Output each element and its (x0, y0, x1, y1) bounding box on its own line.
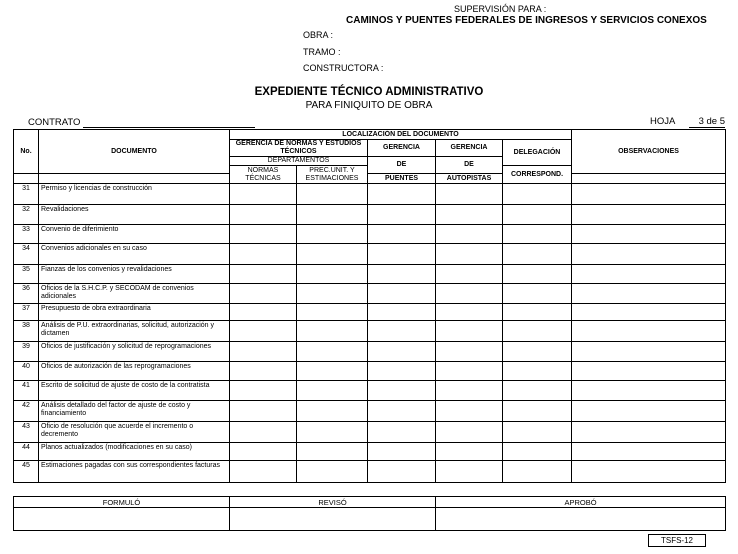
table-row (14, 205, 726, 225)
cell-puentes[interactable] (368, 265, 436, 284)
cell-delegacion[interactable] (503, 225, 572, 244)
cell-prec-unit[interactable] (297, 265, 368, 284)
cell-puentes[interactable] (368, 362, 436, 381)
row-number: 35 (14, 265, 39, 284)
cell-delegacion[interactable] (503, 265, 572, 284)
documents-table (13, 129, 726, 483)
header-de-2: DE (436, 157, 503, 174)
row-number: 45 (14, 461, 39, 483)
row-number: 44 (14, 443, 39, 461)
cell-observaciones[interactable] (572, 381, 726, 401)
cell-observaciones[interactable] (572, 304, 726, 321)
row-number: 33 (14, 225, 39, 244)
table-row (14, 304, 726, 321)
cell-puentes[interactable] (368, 422, 436, 443)
cell-autopistas[interactable] (436, 304, 503, 321)
table-row (14, 225, 726, 244)
table-row (14, 381, 726, 401)
table-row (14, 422, 726, 443)
row-document: Análisis de P.U. extraordinarias, solicitud, autorización y dictamen (39, 321, 230, 342)
cell-puentes[interactable] (368, 244, 436, 265)
cell-puentes[interactable] (368, 304, 436, 321)
cell-prec-unit[interactable] (297, 362, 368, 381)
row-number: 43 (14, 422, 39, 443)
formulo-label: FORMULÓ (14, 497, 230, 508)
cell-prec-unit[interactable] (297, 422, 368, 443)
tramo-label: TRAMO : (303, 47, 341, 57)
table-row (14, 265, 726, 284)
cell-autopistas[interactable] (436, 321, 503, 342)
signatures-table (13, 496, 726, 531)
header-autopistas: AUTOPISTAS (436, 174, 503, 184)
cell-prec-unit[interactable] (297, 342, 368, 362)
cell-autopistas[interactable] (436, 244, 503, 265)
cell-observaciones[interactable] (572, 342, 726, 362)
cell-autopistas[interactable] (436, 381, 503, 401)
hoja-value: 3 de 5 (689, 116, 725, 128)
row-number: 42 (14, 401, 39, 422)
cell-autopistas[interactable] (436, 401, 503, 422)
cell-puentes[interactable] (368, 184, 436, 205)
row-document: Oficios de autorización de las reprogramaciones (39, 362, 230, 381)
table-row (14, 362, 726, 381)
cell-normas-tecnicas[interactable] (230, 265, 297, 284)
cell-delegacion[interactable] (503, 342, 572, 362)
row-document: Fianzas de los convenios y revalidaciones (39, 265, 230, 284)
cell-delegacion[interactable] (503, 321, 572, 342)
cell-delegacion[interactable] (503, 184, 572, 205)
row-document: Convenio de diferimiento (39, 225, 230, 244)
header-gerencia-normas: GERENCIA DE NORMAS Y ESTUDIOS TÉCNICOS (230, 140, 368, 157)
cell-puentes[interactable] (368, 342, 436, 362)
cell-normas-tecnicas[interactable] (230, 401, 297, 422)
row-document: Convenios adicionales en su caso (39, 244, 230, 265)
cell-normas-tecnicas[interactable] (230, 342, 297, 362)
table-row (14, 284, 726, 304)
cell-prec-unit[interactable] (297, 401, 368, 422)
row-number: 34 (14, 244, 39, 265)
page-title: EXPEDIENTE TÉCNICO ADMINISTRATIVO (254, 86, 484, 98)
obra-label: OBRA : (303, 30, 334, 40)
page-subtitle: PARA FINIQUITO DE OBRA (305, 100, 433, 111)
cell-autopistas[interactable] (436, 422, 503, 443)
org-name: CAMINOS Y PUENTES FEDERALES DE INGRESOS Y SERVICIOS CONEXOS (346, 15, 707, 26)
cell-normas-tecnicas[interactable] (230, 321, 297, 342)
header-observaciones: OBSERVACIONES (572, 130, 726, 174)
cell-autopistas[interactable] (436, 265, 503, 284)
cell-prec-unit[interactable] (297, 461, 368, 483)
cell-puentes[interactable] (368, 401, 436, 422)
header-de-1: DE (368, 157, 436, 174)
cell-prec-unit[interactable] (297, 184, 368, 205)
cell-autopistas[interactable] (436, 362, 503, 381)
table-row (14, 443, 726, 461)
table-row (14, 342, 726, 362)
row-document: Oficios de justificación y solicitud de reprogramaciones (39, 342, 230, 362)
cell-delegacion[interactable] (503, 422, 572, 443)
cell-observaciones[interactable] (572, 321, 726, 342)
cell-normas-tecnicas[interactable] (230, 225, 297, 244)
header-correspond: CORRESPOND. (503, 166, 572, 184)
cell-puentes[interactable] (368, 205, 436, 225)
row-document: Escrito de solicitud de ajuste de costo de la contratista (39, 381, 230, 401)
cell-observaciones[interactable] (572, 284, 726, 304)
contrato-field[interactable] (83, 127, 255, 128)
cell-delegacion[interactable] (503, 401, 572, 422)
header-localizacion: LOCALIZACIÓN DEL DOCUMENTO (230, 130, 572, 140)
cell-observaciones[interactable] (572, 265, 726, 284)
cell-normas-tecnicas[interactable] (230, 184, 297, 205)
cell-normas-tecnicas[interactable] (230, 422, 297, 443)
cell-normas-tecnicas[interactable] (230, 381, 297, 401)
table-row (14, 401, 726, 422)
row-document: Planos actualizados (modificaciones en su caso) (39, 443, 230, 461)
cell-prec-unit[interactable] (297, 381, 368, 401)
header-departamentos: DEPARTAMENTOS (230, 157, 368, 166)
header-prec-unit: PREC.UNIT. Y ESTIMACIONES (297, 166, 368, 184)
table-row (14, 244, 726, 265)
header-puentes: PUENTES (368, 174, 436, 184)
header-gerencia-2: GERENCIA (436, 140, 503, 157)
row-number: 36 (14, 284, 39, 304)
cell-delegacion[interactable] (503, 284, 572, 304)
reviso-signature-field[interactable] (230, 508, 436, 531)
cell-delegacion[interactable] (503, 461, 572, 483)
cell-puentes[interactable] (368, 225, 436, 244)
cell-delegacion[interactable] (503, 244, 572, 265)
cell-delegacion[interactable] (503, 304, 572, 321)
cell-observaciones[interactable] (572, 461, 726, 483)
table-row (14, 461, 726, 483)
cell-autopistas[interactable] (436, 225, 503, 244)
cell-puentes[interactable] (368, 381, 436, 401)
cell-prec-unit[interactable] (297, 321, 368, 342)
row-number: 39 (14, 342, 39, 362)
aprobo-label: APROBÓ (436, 497, 726, 508)
cell-observaciones[interactable] (572, 184, 726, 205)
row-number: 38 (14, 321, 39, 342)
cell-prec-unit[interactable] (297, 225, 368, 244)
table-row (14, 321, 726, 342)
row-number: 40 (14, 362, 39, 381)
cell-normas-tecnicas[interactable] (230, 304, 297, 321)
supervision-label: SUPERVISIÓN PARA : (454, 4, 547, 14)
cell-observaciones[interactable] (572, 205, 726, 225)
hoja-label: HOJA (650, 116, 676, 127)
cell-normas-tecnicas[interactable] (230, 244, 297, 265)
cell-normas-tecnicas[interactable] (230, 284, 297, 304)
row-document: Estimaciones pagadas con sus correspondientes facturas (39, 461, 230, 483)
form-code: TSFS-12 (648, 534, 706, 547)
cell-delegacion[interactable] (503, 443, 572, 461)
cell-delegacion[interactable] (503, 205, 572, 225)
row-number: 41 (14, 381, 39, 401)
cell-prec-unit[interactable] (297, 443, 368, 461)
cell-observaciones[interactable] (572, 225, 726, 244)
cell-normas-tecnicas[interactable] (230, 443, 297, 461)
row-document: Presupuesto de obra extraordinaria (39, 304, 230, 321)
cell-observaciones[interactable] (572, 362, 726, 381)
cell-observaciones[interactable] (572, 244, 726, 265)
cell-normas-tecnicas[interactable] (230, 362, 297, 381)
cell-prec-unit[interactable] (297, 244, 368, 265)
row-number: 32 (14, 205, 39, 225)
header-no: No. (14, 130, 39, 174)
cell-observaciones[interactable] (572, 443, 726, 461)
row-number: 37 (14, 304, 39, 321)
cell-prec-unit[interactable] (297, 284, 368, 304)
aprobo-signature-field[interactable] (436, 508, 726, 531)
cell-prec-unit[interactable] (297, 205, 368, 225)
cell-puentes[interactable] (368, 461, 436, 483)
contrato-label: CONTRATO (28, 117, 81, 128)
row-document: Oficios de la S.H.C.P. y SECODAM de convenios adicionales (39, 284, 230, 304)
cell-autopistas[interactable] (436, 443, 503, 461)
row-document: Permiso y licencias de construcción (39, 184, 230, 205)
cell-puentes[interactable] (368, 321, 436, 342)
cell-puentes[interactable] (368, 443, 436, 461)
formulo-signature-field[interactable] (14, 508, 230, 531)
cell-delegacion[interactable] (503, 381, 572, 401)
reviso-label: REVISÓ (230, 497, 436, 508)
constructora-label: CONSTRUCTORA : (303, 63, 384, 73)
header-gerencia-1: GERENCIA (368, 140, 436, 157)
row-document: Oficio de resolución que acuerde el incremento o decremento (39, 422, 230, 443)
table-row (14, 184, 726, 205)
cell-prec-unit[interactable] (297, 304, 368, 321)
header-normas-tecnicas: NORMAS TÉCNICAS (230, 166, 297, 184)
cell-normas-tecnicas[interactable] (230, 461, 297, 483)
row-document: Revalidaciones (39, 205, 230, 225)
header-delegacion: DELEGACIÓN (503, 140, 572, 166)
cell-autopistas[interactable] (436, 461, 503, 483)
cell-autopistas[interactable] (436, 205, 503, 225)
cell-delegacion[interactable] (503, 362, 572, 381)
header-documento: DOCUMENTO (39, 130, 230, 174)
cell-puentes[interactable] (368, 284, 436, 304)
row-number: 31 (14, 184, 39, 205)
cell-autopistas[interactable] (436, 342, 503, 362)
cell-observaciones[interactable] (572, 422, 726, 443)
row-document: Análisis detallado del factor de ajuste de costo y financiamiento (39, 401, 230, 422)
cell-normas-tecnicas[interactable] (230, 205, 297, 225)
cell-autopistas[interactable] (436, 184, 503, 205)
cell-autopistas[interactable] (436, 284, 503, 304)
cell-observaciones[interactable] (572, 401, 726, 422)
